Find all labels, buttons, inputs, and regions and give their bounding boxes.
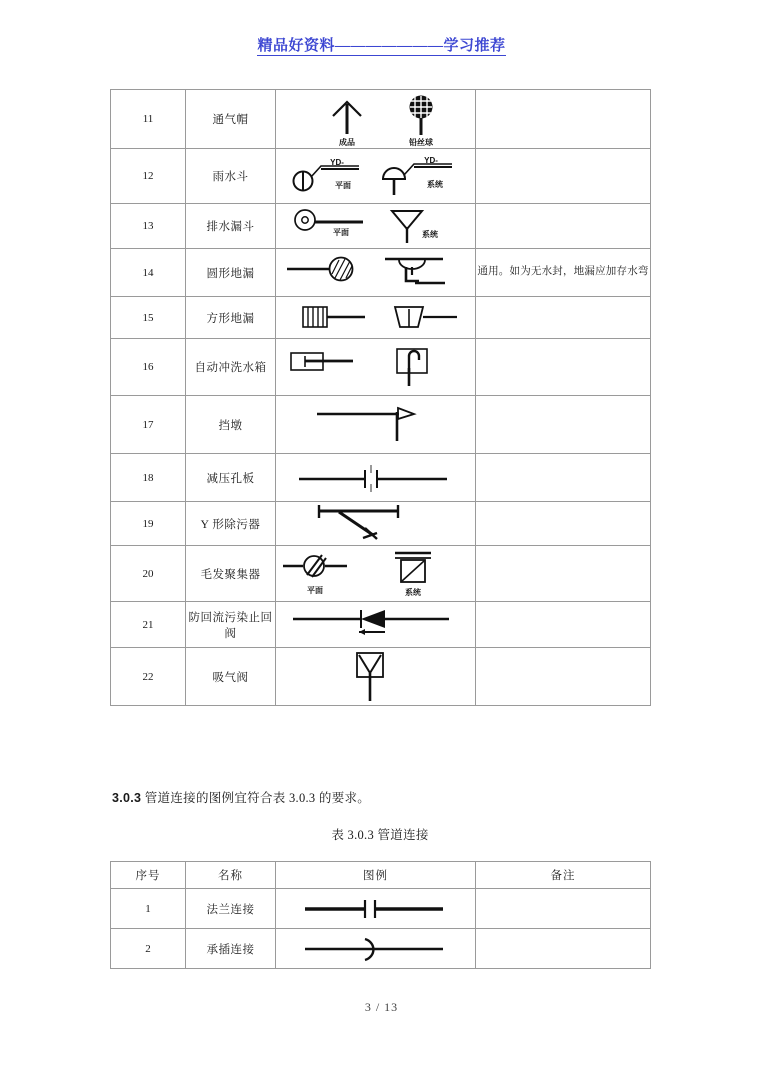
- table-row: [111, 648, 651, 706]
- row-index-cell: 20: [111, 546, 186, 602]
- row-index-cell: 19: [111, 502, 186, 546]
- symbol-graphic-cell: [276, 396, 476, 454]
- symbol-name-cell: 防回流污染止回阀: [186, 602, 276, 648]
- symbol-graphic-cell: [276, 454, 476, 502]
- symbol-graphic-cell: [276, 502, 476, 546]
- svg-text:系统: 系统: [421, 230, 438, 239]
- symbol-graphic-cell: [276, 602, 476, 648]
- air-admittance-valve-icon: [276, 649, 475, 705]
- watermark-text: 精品好资料———————学习推荐: [257, 38, 506, 54]
- symbol-name-cell: 排水漏斗: [186, 204, 276, 249]
- symbol-graphic-cell: [276, 90, 476, 149]
- symbol-name-cell: 减压孔板: [186, 454, 276, 502]
- vent-cap-icon: [276, 90, 475, 148]
- remark-cell: [476, 454, 651, 502]
- column-header-2: 图例: [276, 862, 476, 889]
- page-header-watermark: [0, 34, 763, 55]
- symbol-name-cell: Y 形除污器: [186, 502, 276, 546]
- svg-text:系统: 系统: [426, 180, 443, 189]
- remark-cell: 通用。如为无水封，地漏应加存水弯: [476, 249, 651, 297]
- row-index-cell: 17: [111, 396, 186, 454]
- svg-text:平面: 平面: [334, 181, 351, 190]
- auto-flush-tank-icon: [276, 344, 475, 390]
- row-index-cell: 12: [111, 149, 186, 204]
- table-row: [111, 149, 651, 204]
- table-head: [111, 862, 651, 889]
- socket-joint-icon: [276, 936, 475, 962]
- remark-cell: [476, 546, 651, 602]
- flange-joint-icon: [276, 896, 475, 922]
- row-index-cell: 11: [111, 90, 186, 149]
- symbol-graphic-cell: [276, 929, 476, 969]
- svg-text:系统: 系统: [404, 587, 421, 597]
- backflow-check-valve-icon: [276, 607, 475, 643]
- clause-text: 管道连接的图例宜符合表 3.0.3 的要求。: [144, 791, 371, 805]
- table-row: [111, 502, 651, 546]
- symbol-graphic-cell: [276, 297, 476, 339]
- table-row: [111, 339, 651, 396]
- remark-cell: [476, 929, 651, 969]
- remark-cell: [476, 396, 651, 454]
- table-row: [111, 889, 651, 929]
- svg-text:YD-: YD-: [329, 158, 344, 167]
- symbol-name-cell: 承插连接: [186, 929, 276, 969]
- symbol-name-cell: 吸气阀: [186, 648, 276, 706]
- column-header-3: 备注: [476, 862, 651, 889]
- orifice-plate-icon: [276, 462, 475, 494]
- table-body: [111, 90, 651, 706]
- svg-text:YD-: YD-: [423, 156, 438, 165]
- remark-cell: [476, 204, 651, 249]
- svg-text:平面: 平面: [332, 228, 349, 237]
- table-row: [111, 602, 651, 648]
- table-row: [111, 297, 651, 339]
- hair-collector-icon: [276, 549, 475, 599]
- symbol-graphic-cell: [276, 149, 476, 204]
- symbol-name-cell: 方形地漏: [186, 297, 276, 339]
- row-index-cell: 1: [111, 889, 186, 929]
- remark-cell: [476, 339, 651, 396]
- symbol-graphic-cell: [276, 648, 476, 706]
- row-index-cell: 22: [111, 648, 186, 706]
- round-floor-drain-icon: [276, 253, 475, 293]
- table-row: [111, 396, 651, 454]
- row-index-cell: 13: [111, 204, 186, 249]
- symbol-name-cell: 法兰连接: [186, 889, 276, 929]
- thrust-block-icon: [276, 405, 475, 445]
- symbol-name-cell: 挡墩: [186, 396, 276, 454]
- table-caption: 表 3.0.3 管道连接: [331, 828, 429, 842]
- symbol-graphic-cell: [276, 339, 476, 396]
- row-index-cell: 15: [111, 297, 186, 339]
- drainage-symbols-table: [110, 89, 651, 706]
- symbol-name-cell: 雨水斗: [186, 149, 276, 204]
- remark-cell: [476, 149, 651, 204]
- table-row: [111, 249, 651, 297]
- drain-funnel-icon: [276, 205, 475, 247]
- column-header-1: 名称: [186, 862, 276, 889]
- remark-cell: [476, 297, 651, 339]
- table-row: [111, 204, 651, 249]
- symbol-name-cell: 圆形地漏: [186, 249, 276, 297]
- symbol-graphic-cell: [276, 889, 476, 929]
- table-row: [111, 454, 651, 502]
- table-body: [111, 889, 651, 969]
- square-floor-drain-icon: [276, 301, 475, 335]
- column-header-0: 序号: [111, 862, 186, 889]
- row-index-cell: 2: [111, 929, 186, 969]
- symbol-graphic-cell: [276, 204, 476, 249]
- symbol-name-cell: 毛发聚集器: [186, 546, 276, 602]
- remark-cell: [476, 602, 651, 648]
- row-index-cell: 21: [111, 602, 186, 648]
- remark-cell: [476, 90, 651, 149]
- symbol-name-cell: 通气帽: [186, 90, 276, 149]
- remark-cell: [476, 648, 651, 706]
- clause-number: 3.0.3: [112, 791, 142, 805]
- pipe-connection-table: [110, 861, 651, 969]
- symbol-graphic-cell: [276, 546, 476, 602]
- symbol-name-cell: 自动冲洗水箱: [186, 339, 276, 396]
- svg-text:成品: 成品: [338, 138, 355, 147]
- table-row: [111, 90, 651, 149]
- rain-water-inlet-icon: [276, 153, 475, 199]
- row-index-cell: 14: [111, 249, 186, 297]
- table-header-row: [111, 862, 651, 889]
- row-index-cell: 18: [111, 454, 186, 502]
- page-number-footer: 3 / 13: [364, 1000, 399, 1014]
- remark-cell: [476, 502, 651, 546]
- symbol-graphic-cell: [276, 249, 476, 297]
- table-row: [111, 929, 651, 969]
- clause-paragraph: [112, 788, 652, 806]
- y-strainer-icon: [276, 503, 475, 545]
- remark-cell: [476, 889, 651, 929]
- svg-text:铅丝球: 铅丝球: [408, 138, 433, 147]
- row-index-cell: 16: [111, 339, 186, 396]
- table-row: [111, 546, 651, 602]
- svg-text:平面: 平面: [306, 585, 323, 595]
